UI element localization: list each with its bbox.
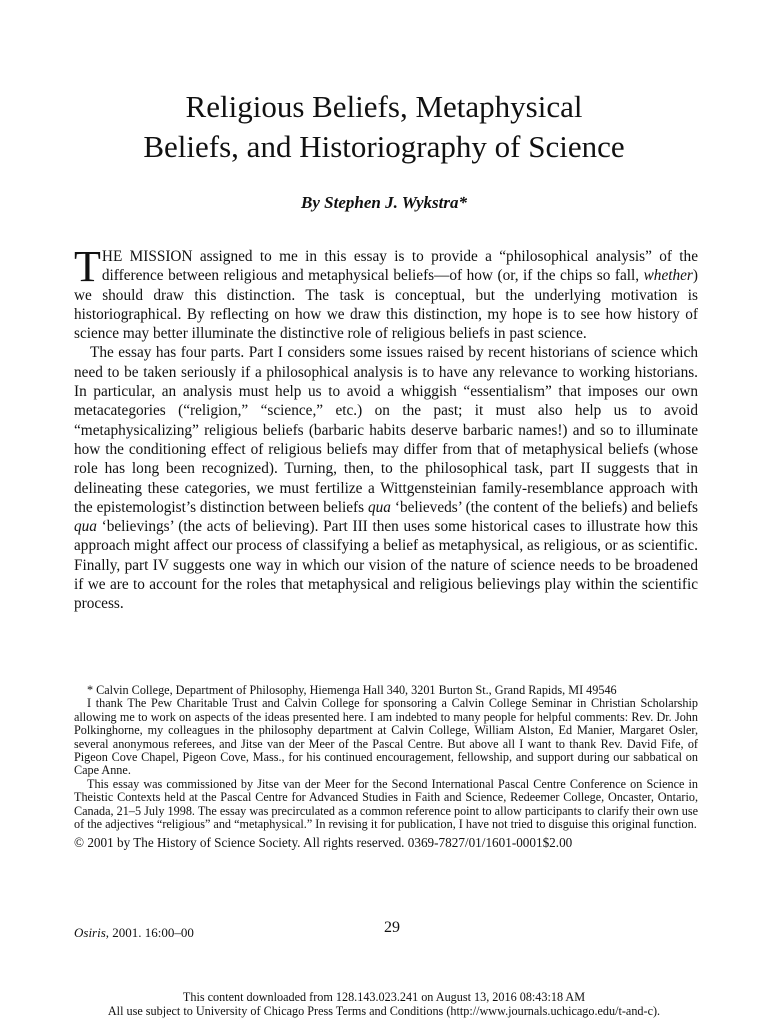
download-notice [0, 990, 768, 1018]
p2-text-c: ‘believings’ (the acts of believing). Part III then uses some historical cases to illustrate how this approach might affect our process of classifying a belief as metaphysical, as religious, or as scientific. Finally, part IV suggests one way in which our vision of the nature of science needs to be broadened if we are to account for the roles that metaphysical and religious believings play within the scientific process. [74, 518, 698, 613]
title-line-2: Beliefs, and Historiography of Science [143, 129, 625, 164]
journal-citation [74, 925, 194, 941]
p1-emphasis: whether [643, 267, 693, 285]
download-line-2: All use subject to University of Chicago Press Terms and Conditions (http://www.journals.uchicago.edu/t-and-c). [107, 1004, 661, 1018]
title-line-1: Religious Beliefs, Metaphysical [185, 89, 583, 124]
p1-text-a: HE MISSION assigned to me in this essay is to provide a “philosophical analysis” of the difference between religious and metaphysical beliefs—of how (or, if the chips so fall, [101, 248, 698, 285]
drop-cap: T [74, 242, 101, 291]
footnote-commission: This essay was commissioned by Jitse van der Meer for the Second International Pascal Centre Conference on Science in Theistic Contexts held at the Pascal Centre for Advanced Studies in Faith and Science, Redeemer College, Oncaster, Ontario, Canada, 21–5 July 1998. The essay was precirculated as a common reference point to allow participants to clarify their own use of the adjectives “religious” and “metaphysical.” In revising it for publication, I have not tried to disguise this original function. [74, 776, 698, 832]
author-byline: By Stephen J. Wykstra* [301, 193, 467, 212]
paragraph-1 [74, 242, 698, 343]
footnote-affiliation: * Calvin College, Department of Philosophy, Hiemenga Hall 340, 3201 Burton St., Grand Rapids, MI 49546 [87, 683, 617, 697]
p2-text-a: The essay has four parts. Part I considers some issues raised by recent historians of science which need to be taken seriously if a philosophical analysis is to have any relevance to working historians. In particular, an analysis must help us to avoid a whiggish “essentialism” that imposes our own metacategories (“religion,” “science,” etc.) on the past; it must also help us to avoid “metaphysicalizing” religious beliefs (barbaric habits deserve barbaric names!) and so to illuminate how the conditioning effect of religious beliefs may differ from that of metaphysical beliefs (whose role has long been recognized). Turning, then, to the philosophical task, part II suggests that in delineating these categories, we must fertilize a Wittgensteinian family-resemblance approach with the epistemologist’s distinction between beliefs [74, 344, 698, 516]
p1-text-b: ) we should draw this distinction. The task is conceptual, but the underlying motivation is historiographical. By reflecting on how we draw this distinction, my hope is to see how history of science may better illuminate the distinctive role of religious beliefs in past science. [74, 267, 698, 343]
paragraph-2 [74, 343, 698, 613]
footnotes [74, 684, 698, 831]
article-body [74, 242, 698, 614]
page-number: 29 [384, 919, 400, 936]
article-title [40, 87, 728, 167]
p2-qua-2: qua [74, 518, 97, 536]
download-line-1: This content downloaded from 128.143.023.241 on August 13, 2016 08:43:18 AM [182, 990, 586, 1004]
footnote-acknowledgments: I thank The Pew Charitable Trust and Calvin College for sponsoring a Calvin College Seminar in Christian Scholarship allowing me to work on aspects of the ideas presented here. I am indebted to many people for helpful comments: Rev. Dr. John Polkinghorne, my colleagues in the philosophy department at Calvin College, William Alston, Ed Manier, Margaret Osler, several anonymous referees, and Jitse van der Meer of the Pascal Centre. But above all I want to thank Rev. David Fife, of Pigeon Cove Chapel, Pigeon Cove, Mass., for his continued encouragement, fellowship, and support during our sabbatical on Cape Anne. [74, 696, 698, 778]
p2-text-b: ‘believeds’ (the content of the beliefs) and beliefs [390, 498, 698, 516]
journal-volume: 2001. 16:00–00 [109, 925, 194, 940]
journal-name: Osiris, [74, 925, 110, 940]
p2-qua-1: qua [367, 498, 391, 516]
copyright-line: © 2001 by The History of Science Society. All rights reserved. 0369-7827/01/1601-0001$2.00 [74, 835, 573, 850]
